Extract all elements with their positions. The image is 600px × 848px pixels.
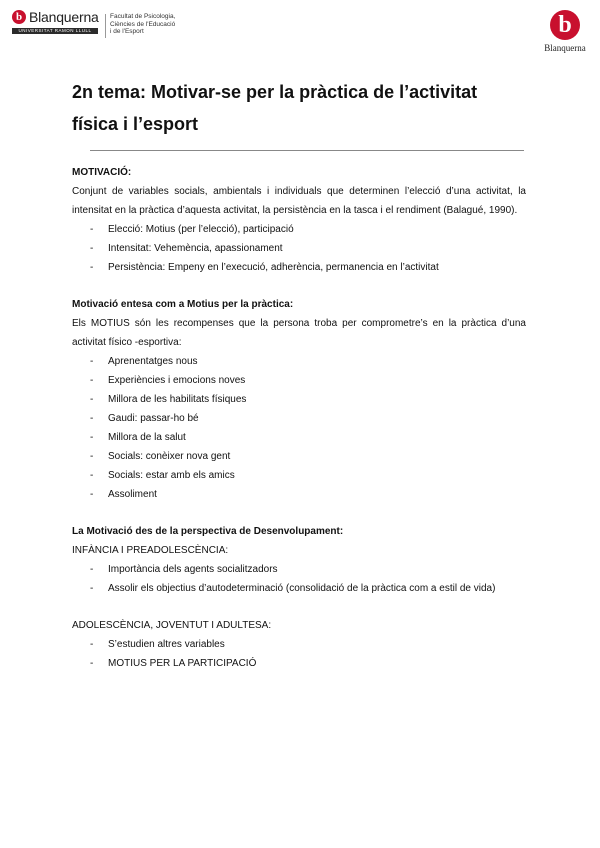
section-heading-motius: Motivació entesa com a Motius per la pràctica: — [72, 299, 294, 310]
list-item: - Intensitat: Vehemència, apassionament — [90, 239, 526, 258]
blanquerna-logo-right — [535, 10, 595, 53]
list-item: - MOTIUS PER LA PARTICIPACIÓ — [90, 654, 526, 673]
list-item: - Millora de la salut — [90, 428, 526, 447]
document-body — [72, 76, 526, 673]
list-item: - Gaudi: passar-ho bé — [90, 409, 526, 428]
list-item: - Socials: estar amb els amics — [90, 466, 526, 485]
list-infancia — [72, 560, 526, 598]
list-item: - S’estudien altres variables — [90, 635, 526, 654]
blanquerna-b-large-icon: b — [550, 10, 580, 40]
faculty-name: Facultat de Psicologia, Ciències de l'Educació i de l'Esport — [110, 13, 176, 35]
section-paragraph-motius: Els MOTIUS són les recompenses que la persona troba per comprometre’s en la pràctica d’una activitat físico -esportiva: — [72, 318, 526, 348]
subheading-adolescencia: ADOLESCÈNCIA, JOVENTUT I ADULTESA: — [72, 620, 272, 631]
section-heading-motivacio: MOTIVACIÓ: — [72, 167, 132, 178]
list-item: - Assolir els objectius d’autodeterminació (consolidació de la pràctica com a estil de vida) — [90, 579, 526, 598]
list-item: - Experiències i emocions noves — [90, 371, 526, 390]
list-item: - Aprenentatges nous — [90, 352, 526, 371]
list-motivacio — [72, 220, 526, 277]
subheading-infancia: INFÀNCIA I PREADOLESCÈNCIA: — [72, 545, 229, 556]
header-divider — [105, 14, 106, 38]
list-item: - Millora de les habilitats físiques — [90, 390, 526, 409]
list-item: - Elecció: Motius (per l’elecció), participació — [90, 220, 526, 239]
section-paragraph-motivacio: Conjunt de variables socials, ambientals i individuals que determinen l’elecció d’una activitat, la intensitat en la pràctica d’aquesta activitat, la persistència en la tasca i el rendiment (Balagué, 1990). — [72, 186, 526, 216]
university-bar: UNIVERSITAT RAMON LLULL — [12, 28, 98, 34]
list-item: - Persistència: Empeny en l’execució, adherència, permanencia en l’activitat — [90, 258, 526, 277]
blanquerna-logo — [12, 9, 112, 34]
list-motius — [72, 352, 526, 504]
page-title: 2n tema: Motivar-se per la pràctica de l’activitat física i l’esport — [72, 82, 478, 134]
list-adolescencia — [72, 635, 526, 673]
page-header — [0, 0, 600, 70]
blanquerna-b-icon: b — [12, 10, 26, 24]
list-item: - Assoliment — [90, 485, 526, 504]
title-divider — [90, 150, 524, 151]
list-item: - Importància dels agents socialitzadors — [90, 560, 526, 579]
brand-name: Blanquerna — [29, 9, 99, 25]
list-item: - Socials: conèixer nova gent — [90, 447, 526, 466]
section-heading-desenvolupament: La Motivació des de la perspectiva de Desenvolupament: — [72, 526, 344, 537]
logo-right-label: Blanquerna — [544, 43, 586, 53]
